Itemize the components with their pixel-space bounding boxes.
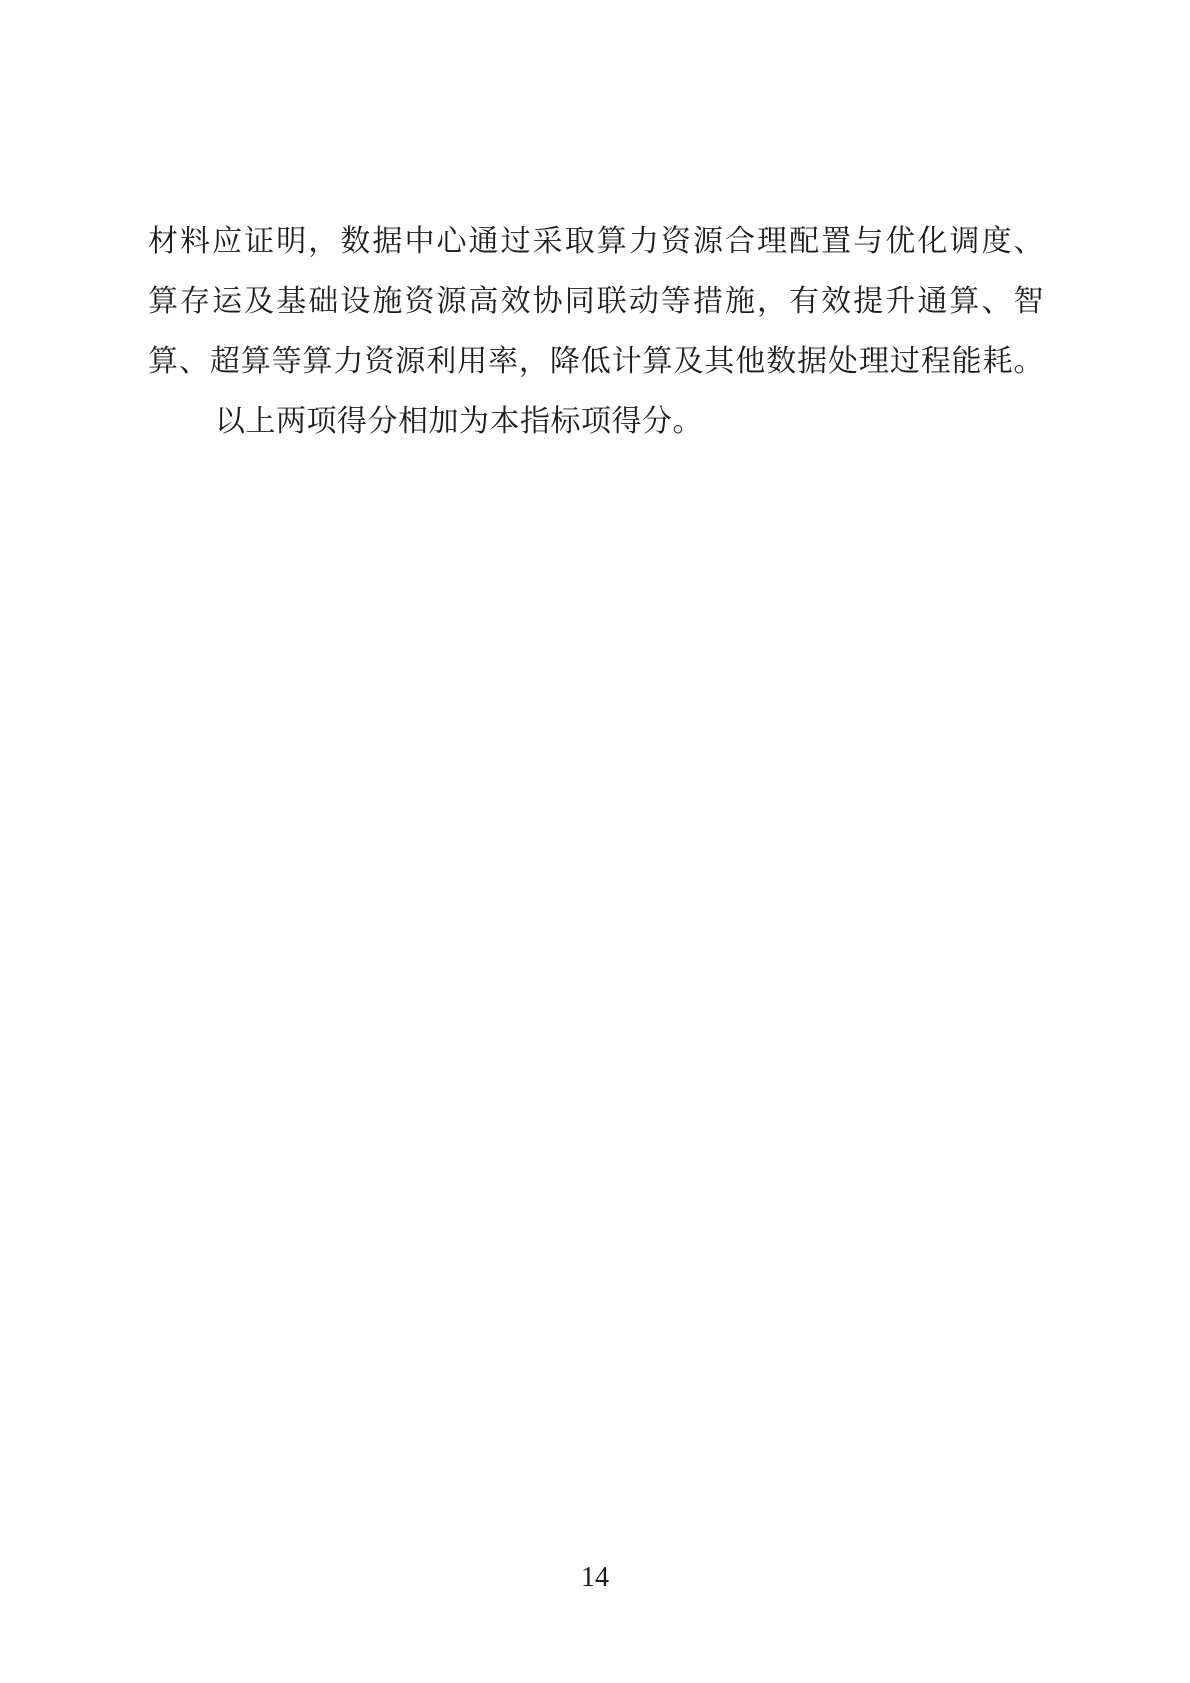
page-number: 14 bbox=[581, 1562, 609, 1593]
paragraph-line: 算、超算等算力资源利用率，降低计算及其他数据处理过程能耗。 bbox=[148, 345, 1044, 378]
paragraph-line: 算存运及基础设施资源高效协同联动等措施，有效提升通算、智 bbox=[148, 285, 1044, 318]
paragraph-line: 以上两项得分相加为本指标项得分。 bbox=[215, 405, 703, 438]
paragraph-line: 材料应证明，数据中心通过采取算力资源合理配置与优化调度、 bbox=[148, 225, 1044, 258]
body-text bbox=[148, 212, 1044, 452]
